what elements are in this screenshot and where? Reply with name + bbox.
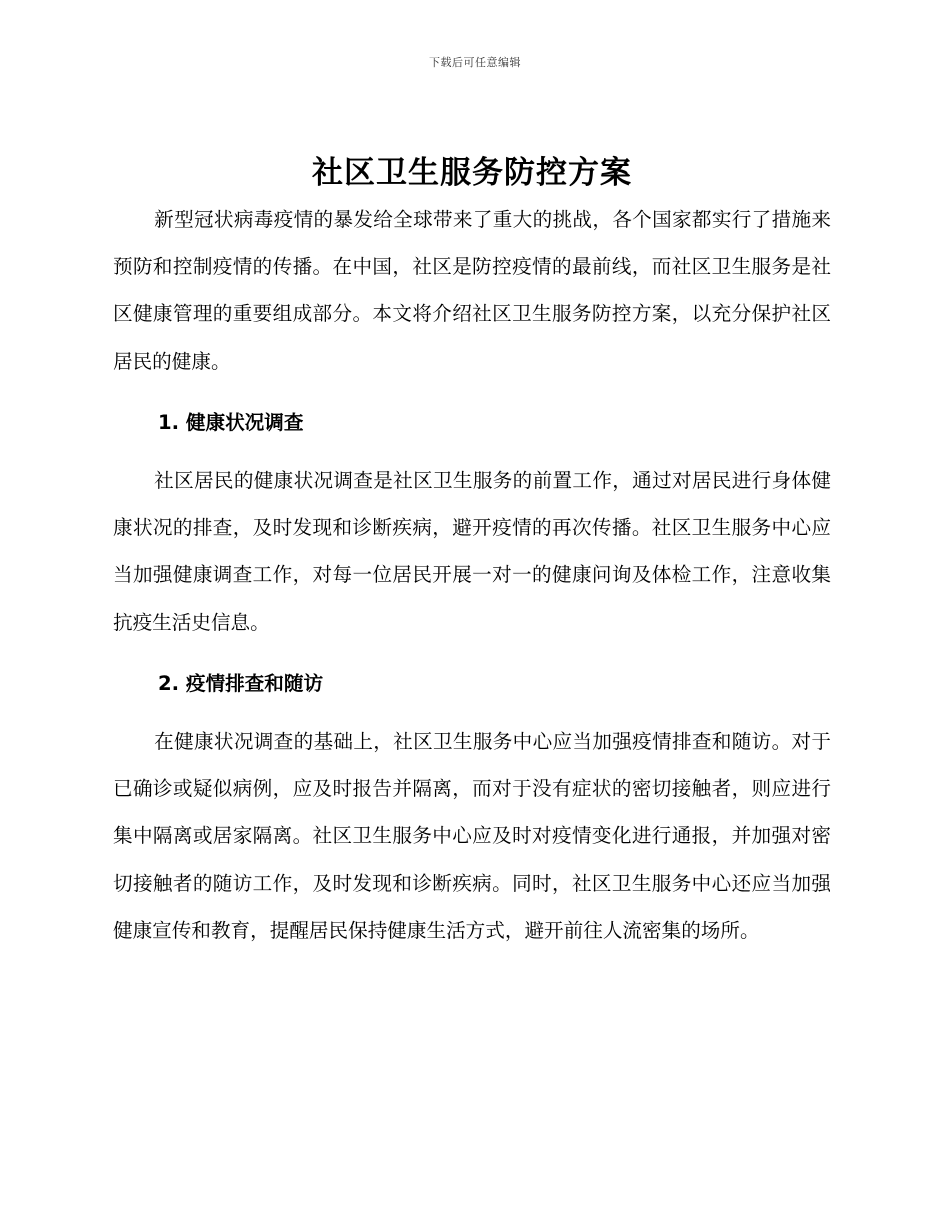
spacer bbox=[113, 385, 831, 399]
section-heading-health-survey: 1. 健康状况调查 bbox=[158, 410, 304, 434]
spacer bbox=[113, 707, 831, 718]
section-body-health-survey: 社区居民的健康状况调查是社区卫生服务的前置工作，通过对居民进行身体健康状况的排查，及时发现和诊断疾病，避开疫情的再次传播。社区卫生服务中心应当加强健康调查工作，对每一位居民开展一对一的健康问询及体检工作，注意收集抗疫生活史信息。 bbox=[113, 469, 831, 634]
spacer bbox=[113, 446, 831, 457]
page-header-note: 下载后可任意编辑 bbox=[429, 56, 521, 69]
spacer bbox=[113, 646, 831, 660]
section-body-epidemic-screening: 在健康状况调查的基础上，社区卫生服务中心应当加强疫情排查和随访。对于已确诊或疑似病例，应及时报告并隔离，而对于没有症状的密切接触者，则应进行集中隔离或居家隔离。社区卫生服务中心应及时对疫情变化进行通报，并加强对密切接触者的随访工作，及时发现和诊断疾病。同时，社区卫生服务中心还应当加强健康宣传和教育，提醒居民保持健康生活方式，避开前往人流密集的场所。 bbox=[113, 730, 831, 942]
document-body bbox=[113, 150, 831, 954]
document-title: 社区卫生服务防控方案 bbox=[312, 155, 632, 191]
section-heading-epidemic-screening: 2. 疫情排查和随访 bbox=[158, 671, 324, 695]
intro-paragraph: 新型冠状病毒疫情的暴发给全球带来了重大的挑战，各个国家都实行了措施来预防和控制疫情的传播。在中国，社区是防控疫情的最前线，而社区卫生服务是社区健康管理的重要组成部分。本文将介绍社区卫生服务防控方案，以充分保护社区居民的健康。 bbox=[113, 208, 831, 373]
